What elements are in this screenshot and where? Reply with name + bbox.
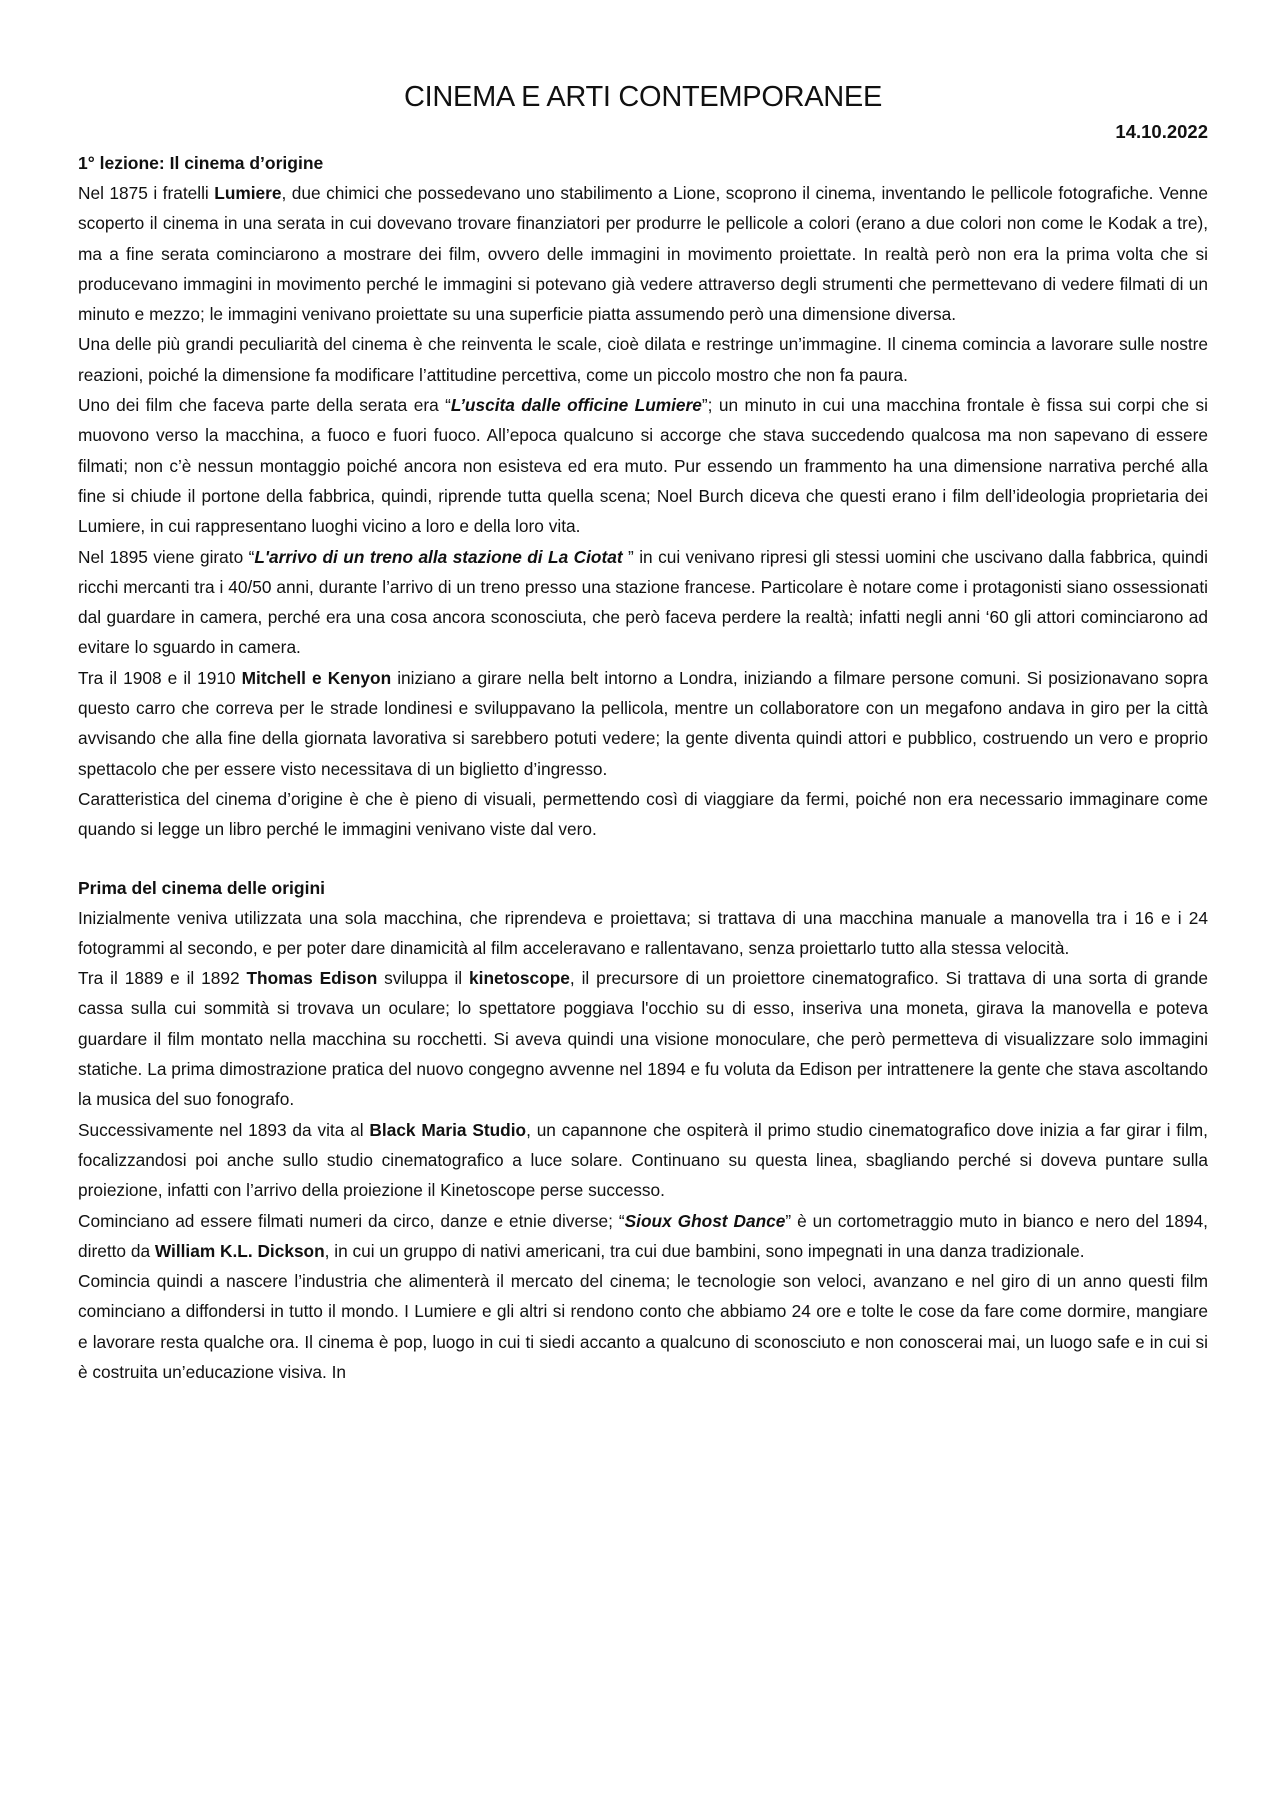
highlight-name: Black Maria Studio (369, 1119, 527, 1140)
section-heading-lesson-1: 1° lezione: Il cinema d’origine (78, 153, 324, 173)
text-run: , due chimici che possedevano uno stabilimento a Lione, scoprono il cinema, inventando le pellicole fotografiche. Venne scoperto il cinema in una serata in cui dovevano trovare finanziatori per produrre le pellicole a colori (erano a due colori non come le Kodak a tre), ma a fine serata cominciarono a mostrare dei film, ovvero delle immagini in movimento proiettate. In realtà però non era la prima volta che si producevano immagini in movimento perché le immagini si potevano già vedere attraverso degli strumenti che permettevano di vedere filmati di un minuto e mezzo; le immagini venivano proiettate su una superficie piatta assumendo però una dimensione diversa. (78, 183, 1208, 325)
paragraph (78, 963, 1208, 1114)
film-title: Sioux Ghost Dance (624, 1210, 786, 1231)
paragraph (78, 1115, 1208, 1206)
document-page (78, 80, 1208, 1387)
paragraph (78, 663, 1208, 784)
text-run: iniziano a girare nella belt intorno a Londra, iniziando a filmare persone comuni. Si posizionavano sopra questo carro che correva per le strade londinesi e sviluppavano la pellicola, mentre un collaboratore con un megafono andava in giro per la città avvisando che alla fine della giornata lavorativa si sarebbero potuti vedere; la gente diventa quindi attori e pubblico, costruendo un vero e proprio spettacolo che per essere visto necessitava di un biglietto d’ingresso. (78, 667, 1208, 779)
section-spacer (78, 845, 1208, 873)
text-run: Uno dei film che faceva parte della serata era “ (78, 395, 451, 416)
text-run: Successivamente nel 1893 da vita al (78, 1119, 370, 1140)
paragraph (78, 390, 1208, 541)
highlight-name: William K.L. Dickson (154, 1240, 325, 1261)
text-run: , in cui un gruppo di nativi americani, tra cui due bambini, sono impegnati in una danza tradizionale. (324, 1240, 1085, 1261)
text-run: Nel 1875 i fratelli (78, 183, 215, 203)
text-run: Cominciano ad essere filmati numeri da circo, danze e etnie diverse; “ (78, 1210, 625, 1231)
film-title: L'arrivo di un treno alla stazione di La Ciotat (254, 546, 623, 567)
highlight-name: Mitchell e Kenyon (241, 667, 392, 688)
text-run: ” in cui venivano ripresi gli stessi uomini che uscivano dalla fabbrica, quindi ricchi mercanti tra i 40/50 anni, durante l’arrivo di un treno presso una stazione francese. Particolare è notare come i protagonisti siano ossessionati dal guardare in camera, perché era una cosa ancora sconosciuta, che però faceva perdere la realtà; infatti negli anni ‘60 gli attori cominciarono ad evitare lo sguardo in camera. (78, 546, 1208, 658)
section-heading-pre-cinema: Prima del cinema delle origini (78, 877, 326, 898)
highlight-name: Lumiere (214, 183, 282, 203)
text-run: Nel 1895 viene girato “ (78, 546, 255, 567)
paragraph: Inizialmente veniva utilizzata una sola macchina, che riprendeva e proiettava; si trattava di una macchina manuale a manovella tra i 16 e i 24 fotogrammi al secondo, e per poter dare dinamicità al film acceleravano e rallentavano, senza proiettarlo tutto alla stessa velocità. (78, 907, 1208, 958)
paragraph: Caratteristica del cinema d’origine è che è pieno di visuali, permettendo così di viaggiare da fermi, poiché non era necessario immaginare come quando si legge un libro perché le immagini venivano viste dal vero. (78, 788, 1208, 840)
text-run: Tra il 1908 e il 1910 (78, 667, 242, 688)
highlight-name: Thomas Edison (246, 968, 378, 989)
text-run: , un capannone che ospiterà il primo studio cinematografico dove inizia a far girar i film, focalizzandosi poi anche sullo studio cinematografico a luce solare. Continuano su questa linea, sbagliando perché si doveva puntare sulla proiezione, infatti con l’arrivo della proiezione il Kinetoscope perse successo. (78, 1119, 1208, 1201)
paragraph: Comincia quindi a nascere l’industria che alimenterà il mercato del cinema; le tecnologie son veloci, avanzano e nel giro di un anno questi film cominciano a diffondersi in tutto il mondo. I Lumiere e gli altri si rendono conto che abbiamo 24 ore e tolte le cose da fare come dormire, mangiare e lavorare resta qualche ora. Il cinema è pop, luogo in cui ti siedi accanto a qualcuno di sconosciuto e non conoscerai mai, un luogo safe e in cui si è costruita un’educazione visiva. In (78, 1271, 1208, 1382)
text-run: ”; un minuto in cui una macchina frontale è fissa sui corpi che si muovono verso la macchina, a fuoco e fuori fuoco. All’epoca qualcuno si accorge che stava succedendo qualcosa ma non sapevano di essere filmati; non c’è nessun montaggio poiché ancora non esisteva ed era muto. Pur essendo un frammento ha una dimensione narrativa perché alla fine si chiude il portone della fabbrica, quindi, riprende tutta quella scena; Noel Burch diceva che questi erano i film dell’ideologia proprietaria dei Lumiere, in cui rappresentano luoghi vicino a loro e della loro vita. (78, 395, 1208, 537)
film-title: L’uscita dalle officine Lumiere (450, 395, 702, 416)
text-run: , il precursore di un proiettore cinematografico. Si trattava di una sorta di grande cassa sulla cui sommità si trovava un oculare; lo spettatore poggiava l'occhio su di esso, inseriva una moneta, girava la manovella e poteva guardare il film montato nella macchina su rocchetti. Si aveva quindi una visione monoculare, che però permetteva di visualizzare solo immagini statiche. La prima dimostrazione pratica del nuovo congegno avvenne nel 1894 e fu voluta da Edison per intrattenere la gente che stava ascoltando la musica del suo fonografo. (78, 968, 1208, 1110)
text-run: sviluppa il (377, 968, 470, 989)
highlight-term: kinetoscope (469, 968, 570, 989)
document-title: CINEMA E ARTI CONTEMPORANEE (403, 81, 882, 113)
text-run: ” è un cortometraggio muto in bianco e nero del 1894, diretto da (78, 1210, 1208, 1261)
paragraph (78, 178, 1208, 329)
paragraph (78, 542, 1208, 663)
text-run: Tra il 1889 e il 1892 (78, 968, 247, 989)
paragraph (78, 1206, 1208, 1267)
document-date: 14.10.2022 (1115, 121, 1208, 142)
paragraph: Una delle più grandi peculiarità del cinema è che reinventa le scale, cioè dilata e restringe un’immagine. Il cinema comincia a lavorare sulle nostre reazioni, poiché la dimensione fa modificare l’attitudine percettiva, come un piccolo mostro che non fa paura. (78, 334, 1208, 385)
